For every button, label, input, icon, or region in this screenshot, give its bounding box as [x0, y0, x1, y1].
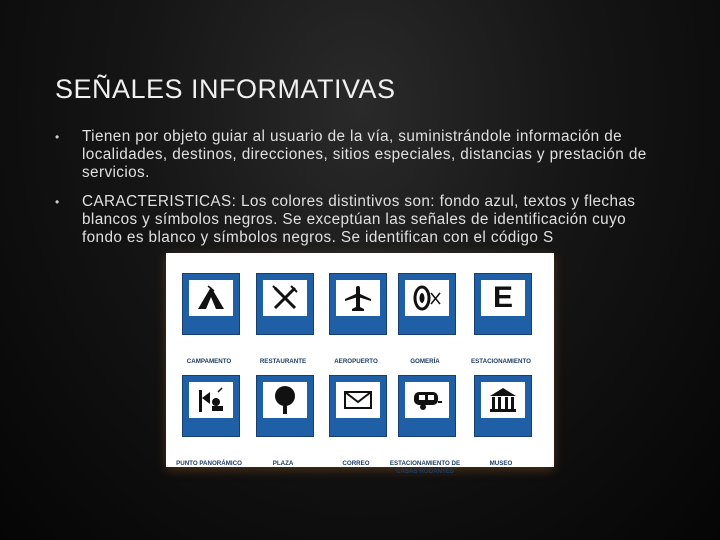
sign-plate — [256, 273, 314, 335]
sign-label: CAMPAMENTO — [186, 358, 232, 365]
envelope-icon — [343, 389, 373, 411]
sign-label: ESTACIONAMIENTO — [471, 358, 531, 365]
bullet-marker: • — [55, 195, 60, 209]
sign-label: AEROPUERTO — [334, 358, 378, 365]
sign-plate — [474, 375, 532, 437]
sign-label: RESTAURANTE — [259, 358, 307, 365]
bullet-marker: • — [55, 130, 60, 144]
parking-e-icon: E — [492, 281, 513, 314]
road-signs-image — [166, 253, 554, 475]
tree-icon — [271, 385, 299, 415]
sign-label: MUSEO — [489, 460, 513, 467]
sign-label: PUNTO PANORÁMICO — [176, 460, 242, 467]
sign-plate — [182, 375, 240, 437]
sign-plate — [398, 273, 456, 335]
sign-label: PLAZA — [272, 460, 294, 467]
bullet-text: Tienen por objeto guiar al usuario de la vía, suministrándole información de localidades, destinos, direcciones, sitios especiales, distancias y prestación de servicios. — [82, 128, 647, 181]
bullet-list — [55, 128, 665, 258]
caravan-icon — [411, 388, 443, 412]
airplane-icon — [343, 284, 373, 312]
sign-plate — [398, 375, 456, 437]
sign-plate — [329, 273, 387, 335]
sign-label: GOMERÍA — [410, 358, 440, 365]
sign-plate — [256, 375, 314, 437]
tent-icon — [196, 285, 226, 311]
viewpoint-icon — [196, 386, 226, 414]
sign-plate — [182, 273, 240, 335]
bullet-text: CARACTERISTICAS: Los colores distintivos son: fondo azul, textos y flechas blancos y símbolos negros. Se exceptúan las señales de identificación cuyo fondo es blanco y símbolos negros. Se identifican con el código S — [82, 193, 636, 246]
bullet-item — [55, 193, 665, 247]
slide-title: SEÑALES INFORMATIVAS — [55, 74, 396, 104]
museum-icon — [488, 386, 518, 414]
sign-plate — [329, 375, 387, 437]
sign-label: CORREO — [342, 460, 370, 467]
sign-label: ESTACIONAMIENTO DE CASAS RODANTES — [389, 460, 461, 475]
tire-icon — [411, 284, 443, 312]
sign-plate — [474, 273, 532, 335]
bullet-item — [55, 128, 665, 182]
fork-knife-icon — [271, 284, 299, 312]
